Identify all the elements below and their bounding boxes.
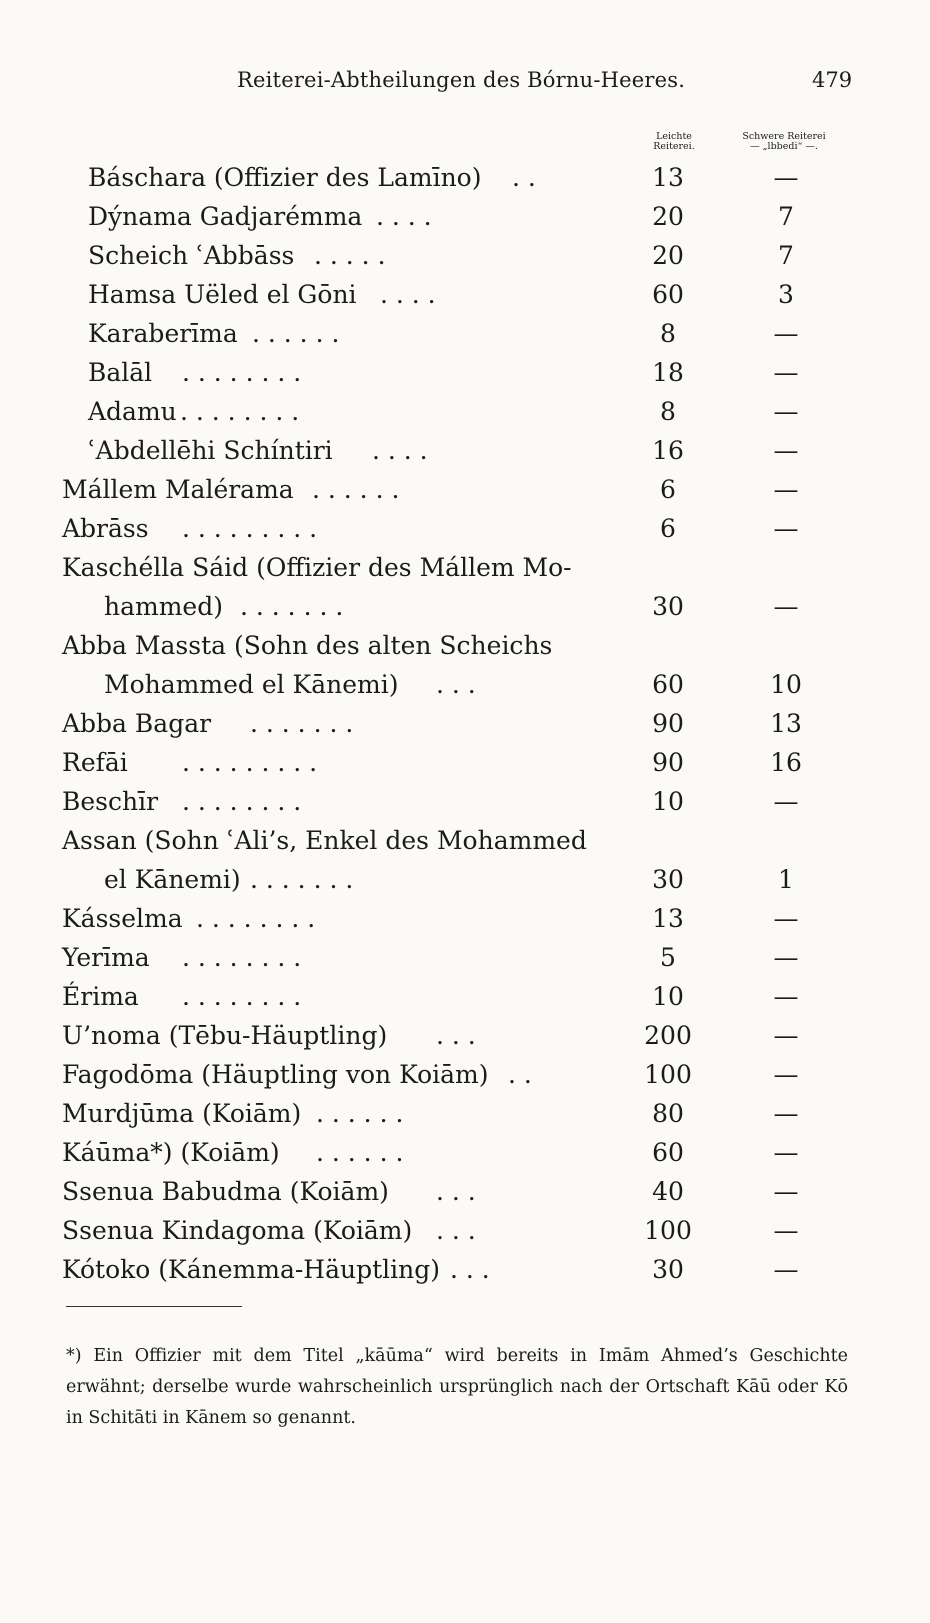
table-row bbox=[0, 1252, 930, 1291]
heavy-cavalry-count: — bbox=[773, 1060, 799, 1089]
row-name: Abrāss bbox=[62, 514, 149, 543]
table-row bbox=[0, 823, 930, 862]
light-cavalry-count: 16 bbox=[652, 436, 684, 465]
dot-leader: . . . . . . bbox=[316, 1099, 404, 1128]
row-name: Fagodōma (Häuptling von Koiām) bbox=[62, 1060, 489, 1089]
table-row bbox=[0, 901, 930, 940]
row-name: Ssenua Kindagoma (Koiām) bbox=[62, 1216, 413, 1245]
column-header-heavy-line2: — „lbbedi“ —. bbox=[750, 141, 818, 152]
table-row bbox=[0, 277, 930, 316]
row-name: Abba Bagar bbox=[62, 709, 212, 738]
dot-leader: . . . . . . . . . bbox=[182, 748, 318, 777]
table-row bbox=[0, 472, 930, 511]
light-cavalry-count: 100 bbox=[644, 1060, 692, 1089]
dot-leader: . . . . . . . . bbox=[182, 358, 302, 387]
row-name: Mállem Malérama bbox=[62, 475, 294, 504]
light-cavalry-count: 200 bbox=[644, 1021, 692, 1050]
table-row bbox=[0, 1174, 930, 1213]
table-row bbox=[0, 433, 930, 472]
column-header-heavy-line1: Schwere Reiterei bbox=[742, 131, 826, 142]
table-row bbox=[0, 589, 930, 628]
heavy-cavalry-count: — bbox=[773, 1138, 799, 1167]
table-row bbox=[0, 706, 930, 745]
light-cavalry-count: 30 bbox=[652, 865, 684, 894]
running-title: Reiterei-Abtheilungen des Bórnu-Heeres. bbox=[237, 68, 686, 92]
heavy-cavalry-count: — bbox=[773, 319, 799, 348]
table-row bbox=[0, 394, 930, 433]
heavy-cavalry-count: — bbox=[773, 1177, 799, 1206]
page-header bbox=[0, 62, 930, 102]
row-name: Yerīma bbox=[62, 943, 150, 972]
heavy-cavalry-count: — bbox=[773, 592, 799, 621]
row-name: Ssenua Babudma (Koiām) bbox=[62, 1177, 389, 1206]
table-row bbox=[0, 355, 930, 394]
light-cavalry-count: 18 bbox=[652, 358, 684, 387]
light-cavalry-count: 60 bbox=[652, 670, 684, 699]
dot-leader: . . . bbox=[436, 1216, 476, 1245]
table-row bbox=[0, 511, 930, 550]
table-row bbox=[0, 745, 930, 784]
table-row bbox=[0, 862, 930, 901]
dot-leader: . . . . . . . bbox=[250, 709, 354, 738]
dot-leader: . . . . . . bbox=[312, 475, 400, 504]
light-cavalry-count: 80 bbox=[652, 1099, 684, 1128]
light-cavalry-count: 60 bbox=[652, 1138, 684, 1167]
heavy-cavalry-count: — bbox=[773, 982, 799, 1011]
table-row bbox=[0, 238, 930, 277]
heavy-cavalry-count: 16 bbox=[770, 748, 802, 777]
table-row bbox=[0, 667, 930, 706]
table-row bbox=[0, 160, 930, 199]
table-row bbox=[0, 1135, 930, 1174]
row-name: hammed) bbox=[104, 592, 223, 621]
dot-leader: . . . . bbox=[380, 280, 436, 309]
dot-leader: . . . . . . . . bbox=[182, 787, 302, 816]
dot-leader: . . . bbox=[436, 670, 476, 699]
light-cavalry-count: 5 bbox=[660, 943, 676, 972]
row-name: Beschīr bbox=[62, 787, 159, 816]
dot-leader: . . . bbox=[436, 1177, 476, 1206]
footnote: *) Ein Offizier mit dem Titel „kāūma“ wird bereits in Imām Ahmed’s Geschichte erwähnt; derselbe wurde wahrscheinlich ursprünglich nach der Ortschaft Kāū oder Kō in Schitāti in Kānem so genannt. bbox=[66, 1346, 848, 1428]
light-cavalry-count: 13 bbox=[652, 163, 684, 192]
heavy-cavalry-count: 13 bbox=[770, 709, 802, 738]
dot-leader: . . . . . . . bbox=[240, 592, 344, 621]
table-row bbox=[0, 784, 930, 823]
cavalry-table bbox=[0, 160, 930, 1291]
table-row bbox=[0, 1057, 930, 1096]
dot-leader: . . . . . bbox=[314, 241, 386, 270]
column-header-heavy-cavalry bbox=[722, 132, 846, 152]
heavy-cavalry-count: — bbox=[773, 943, 799, 972]
light-cavalry-count: 10 bbox=[652, 787, 684, 816]
light-cavalry-count: 8 bbox=[660, 319, 676, 348]
table-row bbox=[0, 940, 930, 979]
heavy-cavalry-count: — bbox=[773, 163, 799, 192]
heavy-cavalry-count: — bbox=[773, 1099, 799, 1128]
row-name: Refāi bbox=[62, 748, 128, 777]
dot-leader: . . bbox=[508, 1060, 532, 1089]
table-row bbox=[0, 1018, 930, 1057]
dot-leader: . . . . . . . . bbox=[182, 943, 302, 972]
dot-leader: . . . . . . . . bbox=[182, 982, 302, 1011]
table-row bbox=[0, 316, 930, 355]
dot-leader: . . . bbox=[450, 1255, 490, 1284]
heavy-cavalry-count: — bbox=[773, 904, 799, 933]
heavy-cavalry-count: — bbox=[773, 475, 799, 504]
dot-leader: . . . . . . . . bbox=[180, 397, 300, 426]
dot-leader: . . . . . . bbox=[316, 1138, 404, 1167]
table-row bbox=[0, 1213, 930, 1252]
column-header-light-line2: Reiterei. bbox=[653, 141, 695, 152]
light-cavalry-count: 6 bbox=[660, 475, 676, 504]
light-cavalry-count: 10 bbox=[652, 982, 684, 1011]
row-name: Scheich ʿAbbāss bbox=[88, 241, 295, 270]
row-name: Dýnama Gadjarémma bbox=[88, 202, 363, 231]
row-name: Balāl bbox=[88, 358, 153, 387]
light-cavalry-count: 60 bbox=[652, 280, 684, 309]
column-header-light-line1: Leichte bbox=[656, 131, 692, 142]
heavy-cavalry-count: 7 bbox=[778, 241, 794, 270]
column-headers bbox=[0, 132, 930, 160]
table-row bbox=[0, 628, 930, 667]
light-cavalry-count: 6 bbox=[660, 514, 676, 543]
row-name: Mohammed el Kānemi) bbox=[104, 670, 399, 699]
heavy-cavalry-count: — bbox=[773, 358, 799, 387]
row-name: Kásselma bbox=[62, 904, 183, 933]
light-cavalry-count: 13 bbox=[652, 904, 684, 933]
footnote-divider bbox=[66, 1306, 242, 1307]
row-name: el Kānemi) bbox=[104, 865, 241, 894]
light-cavalry-count: 8 bbox=[660, 397, 676, 426]
heavy-cavalry-count: 1 bbox=[778, 865, 794, 894]
row-name: Káūma*) (Koiām) bbox=[62, 1138, 280, 1167]
heavy-cavalry-count: 7 bbox=[778, 202, 794, 231]
row-name: Kaschélla Sáid (Offizier des Mállem Mo- bbox=[62, 553, 572, 582]
row-name: Báschara (Offizier des Lamīno) bbox=[88, 163, 482, 192]
heavy-cavalry-count: — bbox=[773, 1255, 799, 1284]
heavy-cavalry-count: — bbox=[773, 1216, 799, 1245]
heavy-cavalry-count: 3 bbox=[778, 280, 794, 309]
page-number: 479 bbox=[812, 68, 853, 92]
row-name: Hamsa Uëled el Gōni bbox=[88, 280, 357, 309]
dot-leader: . . . . . . bbox=[252, 319, 340, 348]
heavy-cavalry-count: — bbox=[773, 1021, 799, 1050]
heavy-cavalry-count: — bbox=[773, 514, 799, 543]
row-name: U’noma (Tēbu-Häuptling) bbox=[62, 1021, 388, 1050]
dot-leader: . . . bbox=[436, 1021, 476, 1050]
light-cavalry-count: 40 bbox=[652, 1177, 684, 1206]
heavy-cavalry-count: — bbox=[773, 787, 799, 816]
row-name: Kótoko (Kánemma-Häuptling) bbox=[62, 1255, 441, 1284]
dot-leader: . . . . . . . bbox=[250, 865, 354, 894]
row-name: Érima bbox=[62, 982, 139, 1011]
light-cavalry-count: 100 bbox=[644, 1216, 692, 1245]
row-name: Karaberīma bbox=[88, 319, 238, 348]
table-row bbox=[0, 550, 930, 589]
table-row bbox=[0, 199, 930, 238]
heavy-cavalry-count: 10 bbox=[770, 670, 802, 699]
light-cavalry-count: 20 bbox=[652, 241, 684, 270]
row-name: ʿAbdellēhi Schíntiri bbox=[88, 436, 333, 465]
row-name: Murdjūma (Koiām) bbox=[62, 1099, 302, 1128]
light-cavalry-count: 90 bbox=[652, 748, 684, 777]
light-cavalry-count: 90 bbox=[652, 709, 684, 738]
dot-leader: . . bbox=[512, 163, 536, 192]
heavy-cavalry-count: — bbox=[773, 397, 799, 426]
table-row bbox=[0, 1096, 930, 1135]
light-cavalry-count: 30 bbox=[652, 592, 684, 621]
dot-leader: . . . . . . . . bbox=[196, 904, 316, 933]
row-name: Assan (Sohn ʿAli’s, Enkel des Mohammed bbox=[62, 826, 587, 855]
column-header-light-cavalry bbox=[644, 132, 704, 152]
table-row bbox=[0, 979, 930, 1018]
dot-leader: . . . . bbox=[376, 202, 432, 231]
row-name: Abba Massta (Sohn des alten Scheichs bbox=[62, 631, 553, 660]
light-cavalry-count: 30 bbox=[652, 1255, 684, 1284]
light-cavalry-count: 20 bbox=[652, 202, 684, 231]
dot-leader: . . . . bbox=[372, 436, 428, 465]
row-name: Adamu bbox=[88, 397, 177, 426]
heavy-cavalry-count: — bbox=[773, 436, 799, 465]
dot-leader: . . . . . . . . . bbox=[182, 514, 318, 543]
